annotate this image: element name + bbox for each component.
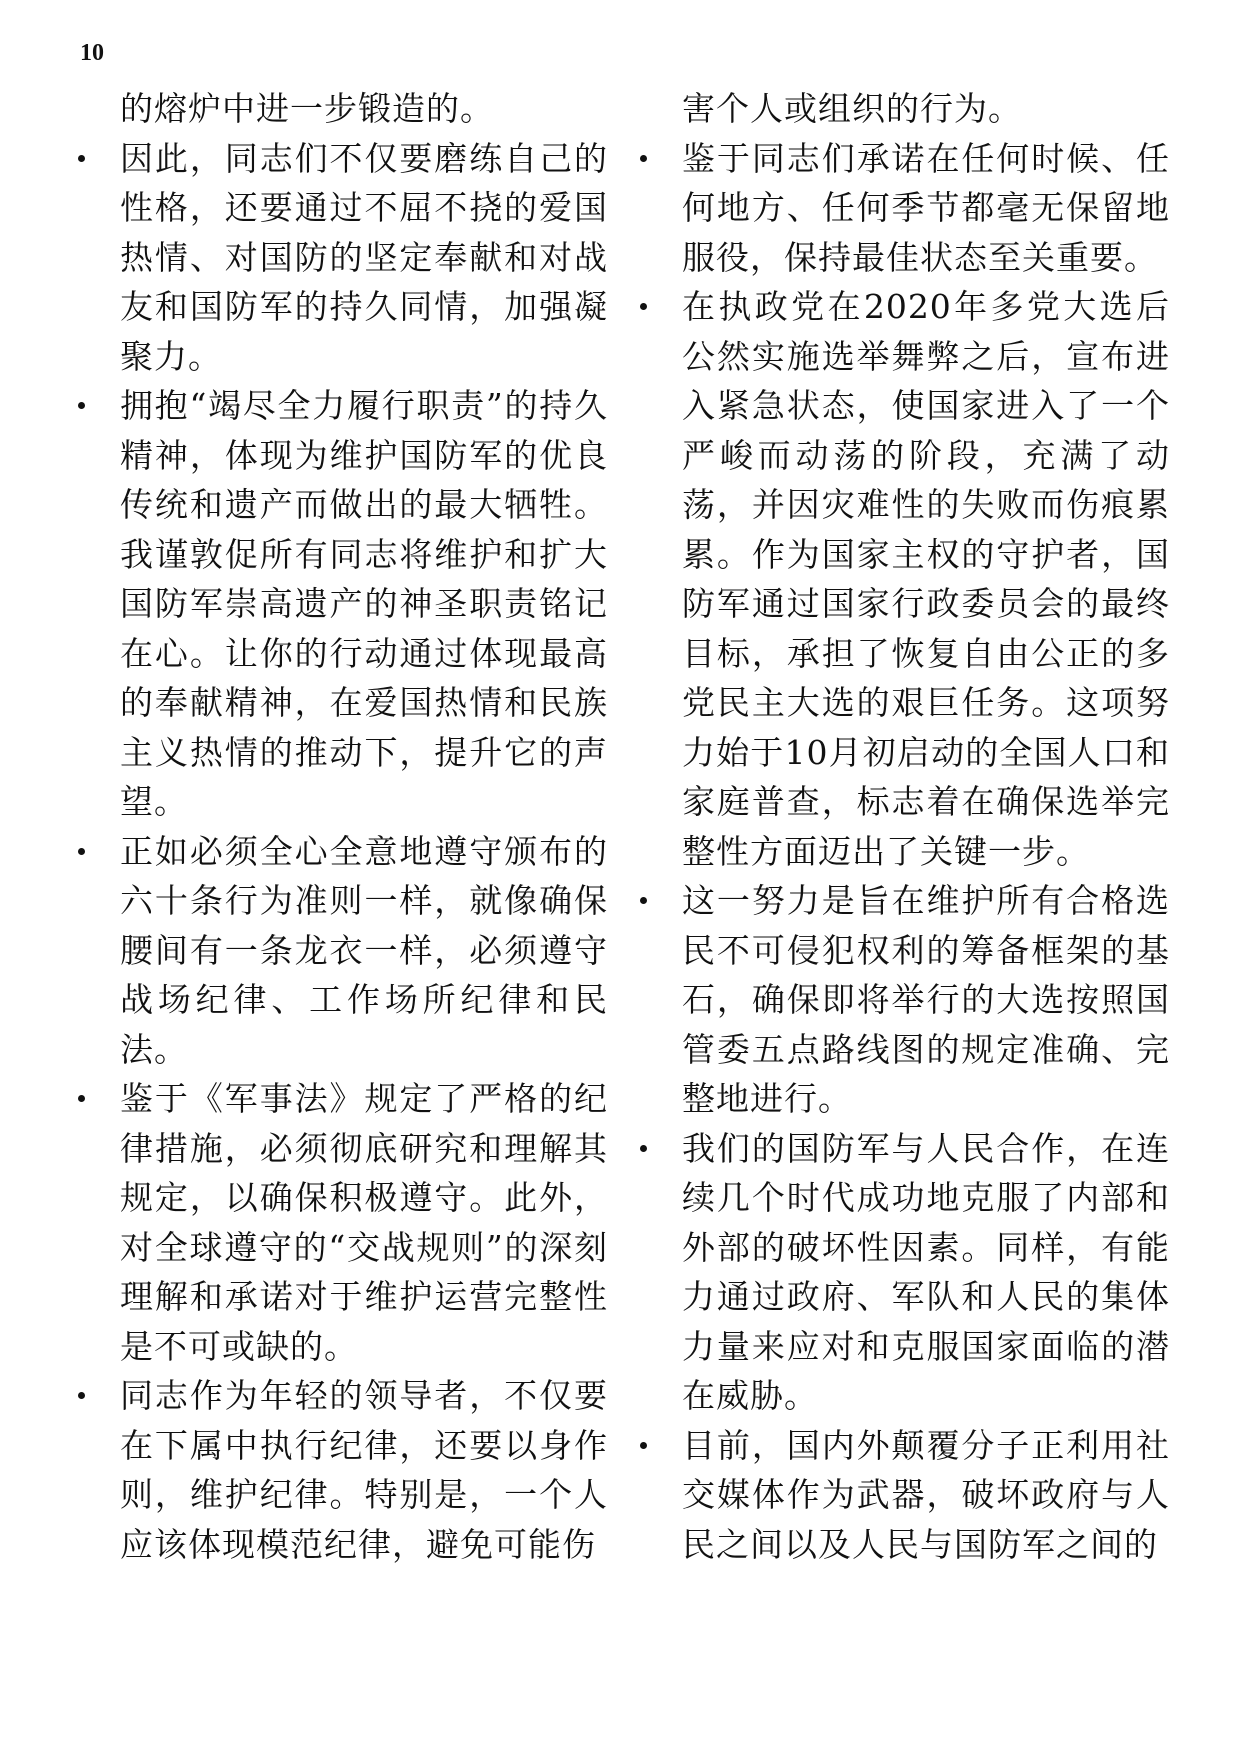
bullet-icon [640,303,647,310]
bullet-icon [640,897,647,904]
left-column [78,84,608,1569]
bullet-item [640,1124,1170,1421]
bullet-text: 目前，国内外颠覆分子正利用社交媒体作为武器，破坏政府与人民之间以及人民与国防军之间的 [682,1425,1170,1564]
bullet-text: 鉴于同志们承诺在任何时候、任何地方、任何季节都毫无保留地服役，保持最佳状态至关重要。 [682,138,1170,277]
bullet-icon [78,848,85,855]
page-number: 10 [80,40,104,66]
bullet-item [640,134,1170,283]
bullet-item [640,876,1170,1124]
bullet-icon [78,1392,85,1399]
continuation-text: 的熔炉中进一步锻造的。 [120,89,494,128]
continuation-text: 害个人或组织的行为。 [682,89,1022,128]
bullet-icon [640,155,647,162]
bullet-icon [640,1145,647,1152]
bullet-icon [78,402,85,409]
bullet-item [78,134,608,382]
bullet-text: 在执政党在2020年多党大选后公然实施选举舞弊之后，宣布进入紧急状态，使国家进入了一个严峻而动荡的阶段，充满了动荡，并因灾难性的失败而伤痕累累。作为国家主权的守护者，国防军通过国家行政委员会的最终目标，承担了恢复自由公正的多党民主大选的艰巨任务。这项努力始于10月初启动的全国人口和家庭普查，标志着在确保选举完整性方面迈出了关键一步。 [682,287,1170,871]
bullet-icon [640,1442,647,1449]
bullet-text: 拥抱“竭尽全力履行职责”的持久精神，体现为维护国防军的优良传统和遗产而做出的最大牺牲。我谨敦促所有同志将维护和扩大国防军崇高遗产的神圣职责铭记在心。让你的行动通过体现最高的奉献精神，在爱国热情和民族主义热情的推动下，提升它的声望。 [120,386,608,821]
bullet-text: 因此，同志们不仅要磨练自己的性格，还要通过不屈不挠的爱国热情、对国防的坚定奉献和对战友和国防军的持久同情，加强凝聚力。 [120,138,608,376]
bullet-item [78,381,608,827]
bullet-text: 鉴于《军事法》规定了严格的纪律措施，必须彻底研究和理解其规定，以确保积极遵守。此外，对全球遵守的“交战规则”的深刻理解和承诺对于维护运营完整性是不可或缺的。 [120,1079,608,1366]
bullet-text: 这一努力是旨在维护所有合格选民不可侵犯权利的筹备框架的基石，确保即将举行的大选按照国管委五点路线图的规定准确、完整地进行。 [682,881,1170,1118]
bullet-icon [78,1095,85,1102]
bullet-item [78,827,608,1075]
bullet-item [640,282,1170,876]
right-column [640,84,1170,1569]
bullet-text: 我们的国防军与人民合作，在连续几个时代成功地克服了内部和外部的破坏性因素。同样，有能力通过政府、军队和人民的集体力量来应对和克服国家面临的潜在威胁。 [682,1128,1170,1415]
bullet-item [78,1074,608,1371]
bullet-item [78,1371,608,1569]
bullet-item [640,1421,1170,1570]
bullet-text: 同志作为年轻的领导者，不仅要在下属中执行纪律，还要以身作则，维护纪律。特别是，一个人应该体现模范纪律，避免可能伤 [120,1376,608,1564]
bullet-icon [78,155,85,162]
bullet-text: 正如必须全心全意地遵守颁布的六十条行为准则一样，就像确保腰间有一条龙衣一样，必须遵守战场纪律、工作场所纪律和民法。 [120,831,608,1069]
